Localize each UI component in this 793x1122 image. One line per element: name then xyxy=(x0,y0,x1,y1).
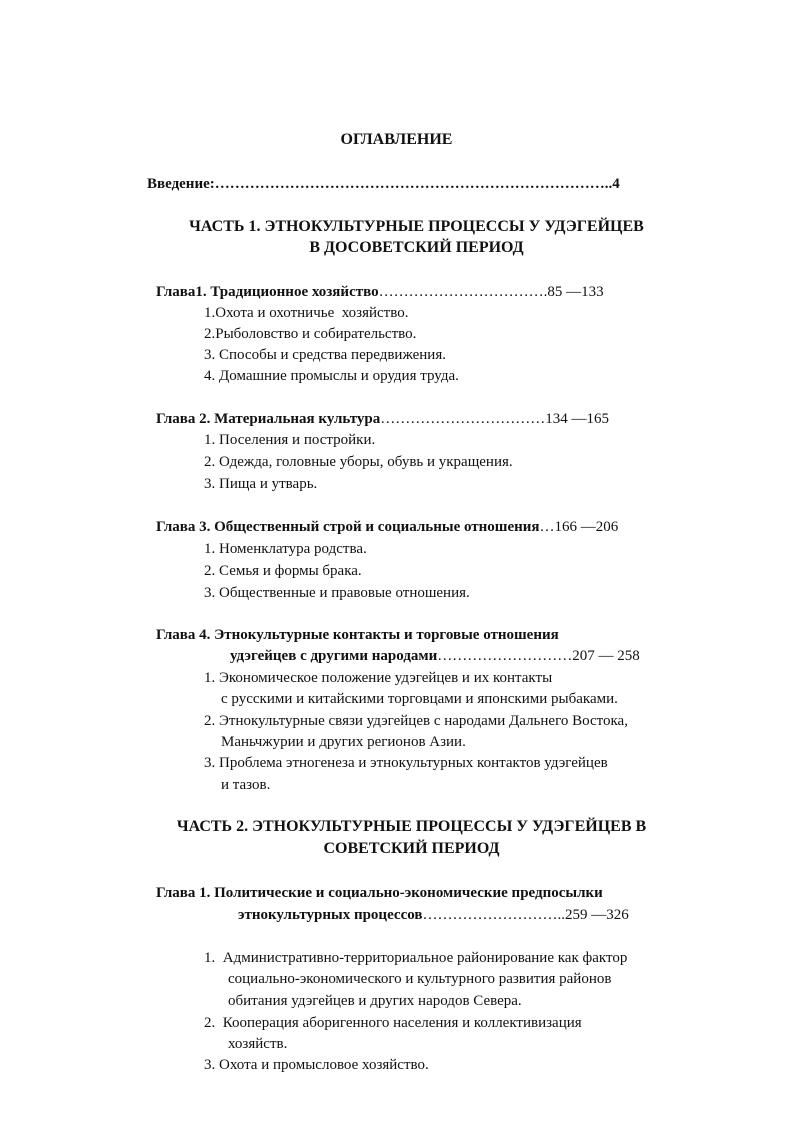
list-item: 2. Семья и формы брака. xyxy=(204,563,362,579)
list-item: 1. Административно-территориальное районирование как фактор xyxy=(204,950,628,966)
list-item: 1. Номенклатура родства. xyxy=(204,541,367,557)
part-2-title-line-1: ЧАСТЬ 2. ЭТНОКУЛЬТУРНЫЕ ПРОЦЕССЫ У УДЭГЕЙЦЕВ В xyxy=(176,818,647,835)
list-item: Маньчжурии и других регионов Азии. xyxy=(221,734,466,750)
toc-entry-p1-chapter-3[interactable] xyxy=(156,518,618,536)
page-title: ОГЛАВЛЕНИЕ xyxy=(340,131,453,148)
toc-entry-p1-chapter-2[interactable] xyxy=(156,410,609,428)
chapter-heading: Глава 3. Общественный строй и социальные отношения xyxy=(156,519,540,535)
part-1-title-line-1: ЧАСТЬ 1. ЭТНОКУЛЬТУРНЫЕ ПРОЦЕССЫ У УДЭГЕЙЦЕВ xyxy=(189,218,644,235)
page-range: ……………………………134 —165 xyxy=(380,411,609,427)
list-item: 2. Одежда, головные уборы, обувь и укращения. xyxy=(204,454,513,470)
list-item: 3. Проблема этногенеза и этнокультурных контактов удэгейцев xyxy=(204,755,608,771)
list-item: 1. Поселения и постройки. xyxy=(204,432,376,448)
part-2-title-line-2: СОВЕТСКИЙ ПЕРИОД xyxy=(323,840,500,857)
toc-entry-p1-chapter-1[interactable] xyxy=(156,283,604,301)
chapter-heading: удэгейцев с другими народами xyxy=(230,648,438,664)
list-item: 1. Экономическое положение удэгейцев и их контакты xyxy=(204,670,553,686)
page-range: …………………………….85 —133 xyxy=(378,284,604,300)
list-item: хозяйств. xyxy=(228,1036,288,1052)
list-item: 3. Способы и средства передвижения. xyxy=(204,347,446,363)
page-range: ………………………..259 —326 xyxy=(422,907,629,923)
list-item: 4. Домашние промыслы и орудия труда. xyxy=(204,368,459,384)
toc-entry-p1-chapter-4[interactable] xyxy=(230,647,640,665)
list-item: 3. Охота и промысловое хозяйство. xyxy=(204,1057,429,1073)
list-item: 3. Общественные и правовые отношения. xyxy=(204,585,470,601)
toc-entry-p2-chapter-1-heading[interactable]: Глава 1. Политические и социально-экономические предпосылки xyxy=(156,885,603,901)
list-item: 1.Охота и охотничье хозяйство. xyxy=(204,305,409,321)
list-item: с русскими и китайскими торговцами и японскими рыбаками. xyxy=(221,691,618,707)
chapter-heading: этнокультурных процессов xyxy=(238,907,423,923)
list-item: 2. Этнокультурные связи удэгейцев с народами Дальнего Востока, xyxy=(204,713,628,729)
toc-entry-p1-chapter-4-heading[interactable]: Глава 4. Этнокультурные контакты и торговые отношения xyxy=(156,627,559,643)
part-1-title-line-2: В ДОСОВЕТСКИЙ ПЕРИОД xyxy=(309,239,524,256)
list-item: 2. Кооперация аборигенного населения и коллективизация xyxy=(204,1015,582,1031)
toc-entry-p2-chapter-1[interactable] xyxy=(238,906,629,924)
page-range: ………………………207 — 258 xyxy=(437,648,640,664)
chapter-heading: Глава1. Традиционное хозяйство xyxy=(156,284,379,300)
chapter-heading: Глава 2. Материальная культура xyxy=(156,411,381,427)
page-range: …166 —206 xyxy=(539,519,619,535)
list-item: обитания удэгейцев и других народов Севера. xyxy=(228,993,522,1009)
list-item: социально-экономического и культурного развития районов xyxy=(228,971,612,987)
list-item: 2.Рыболовство и собирательство. xyxy=(204,326,417,342)
list-item: 3. Пища и утварь. xyxy=(204,476,318,492)
list-item: и тазов. xyxy=(221,777,271,793)
toc-entry-introduction[interactable]: Введение:……………………………………………………………………..4 xyxy=(147,176,620,192)
